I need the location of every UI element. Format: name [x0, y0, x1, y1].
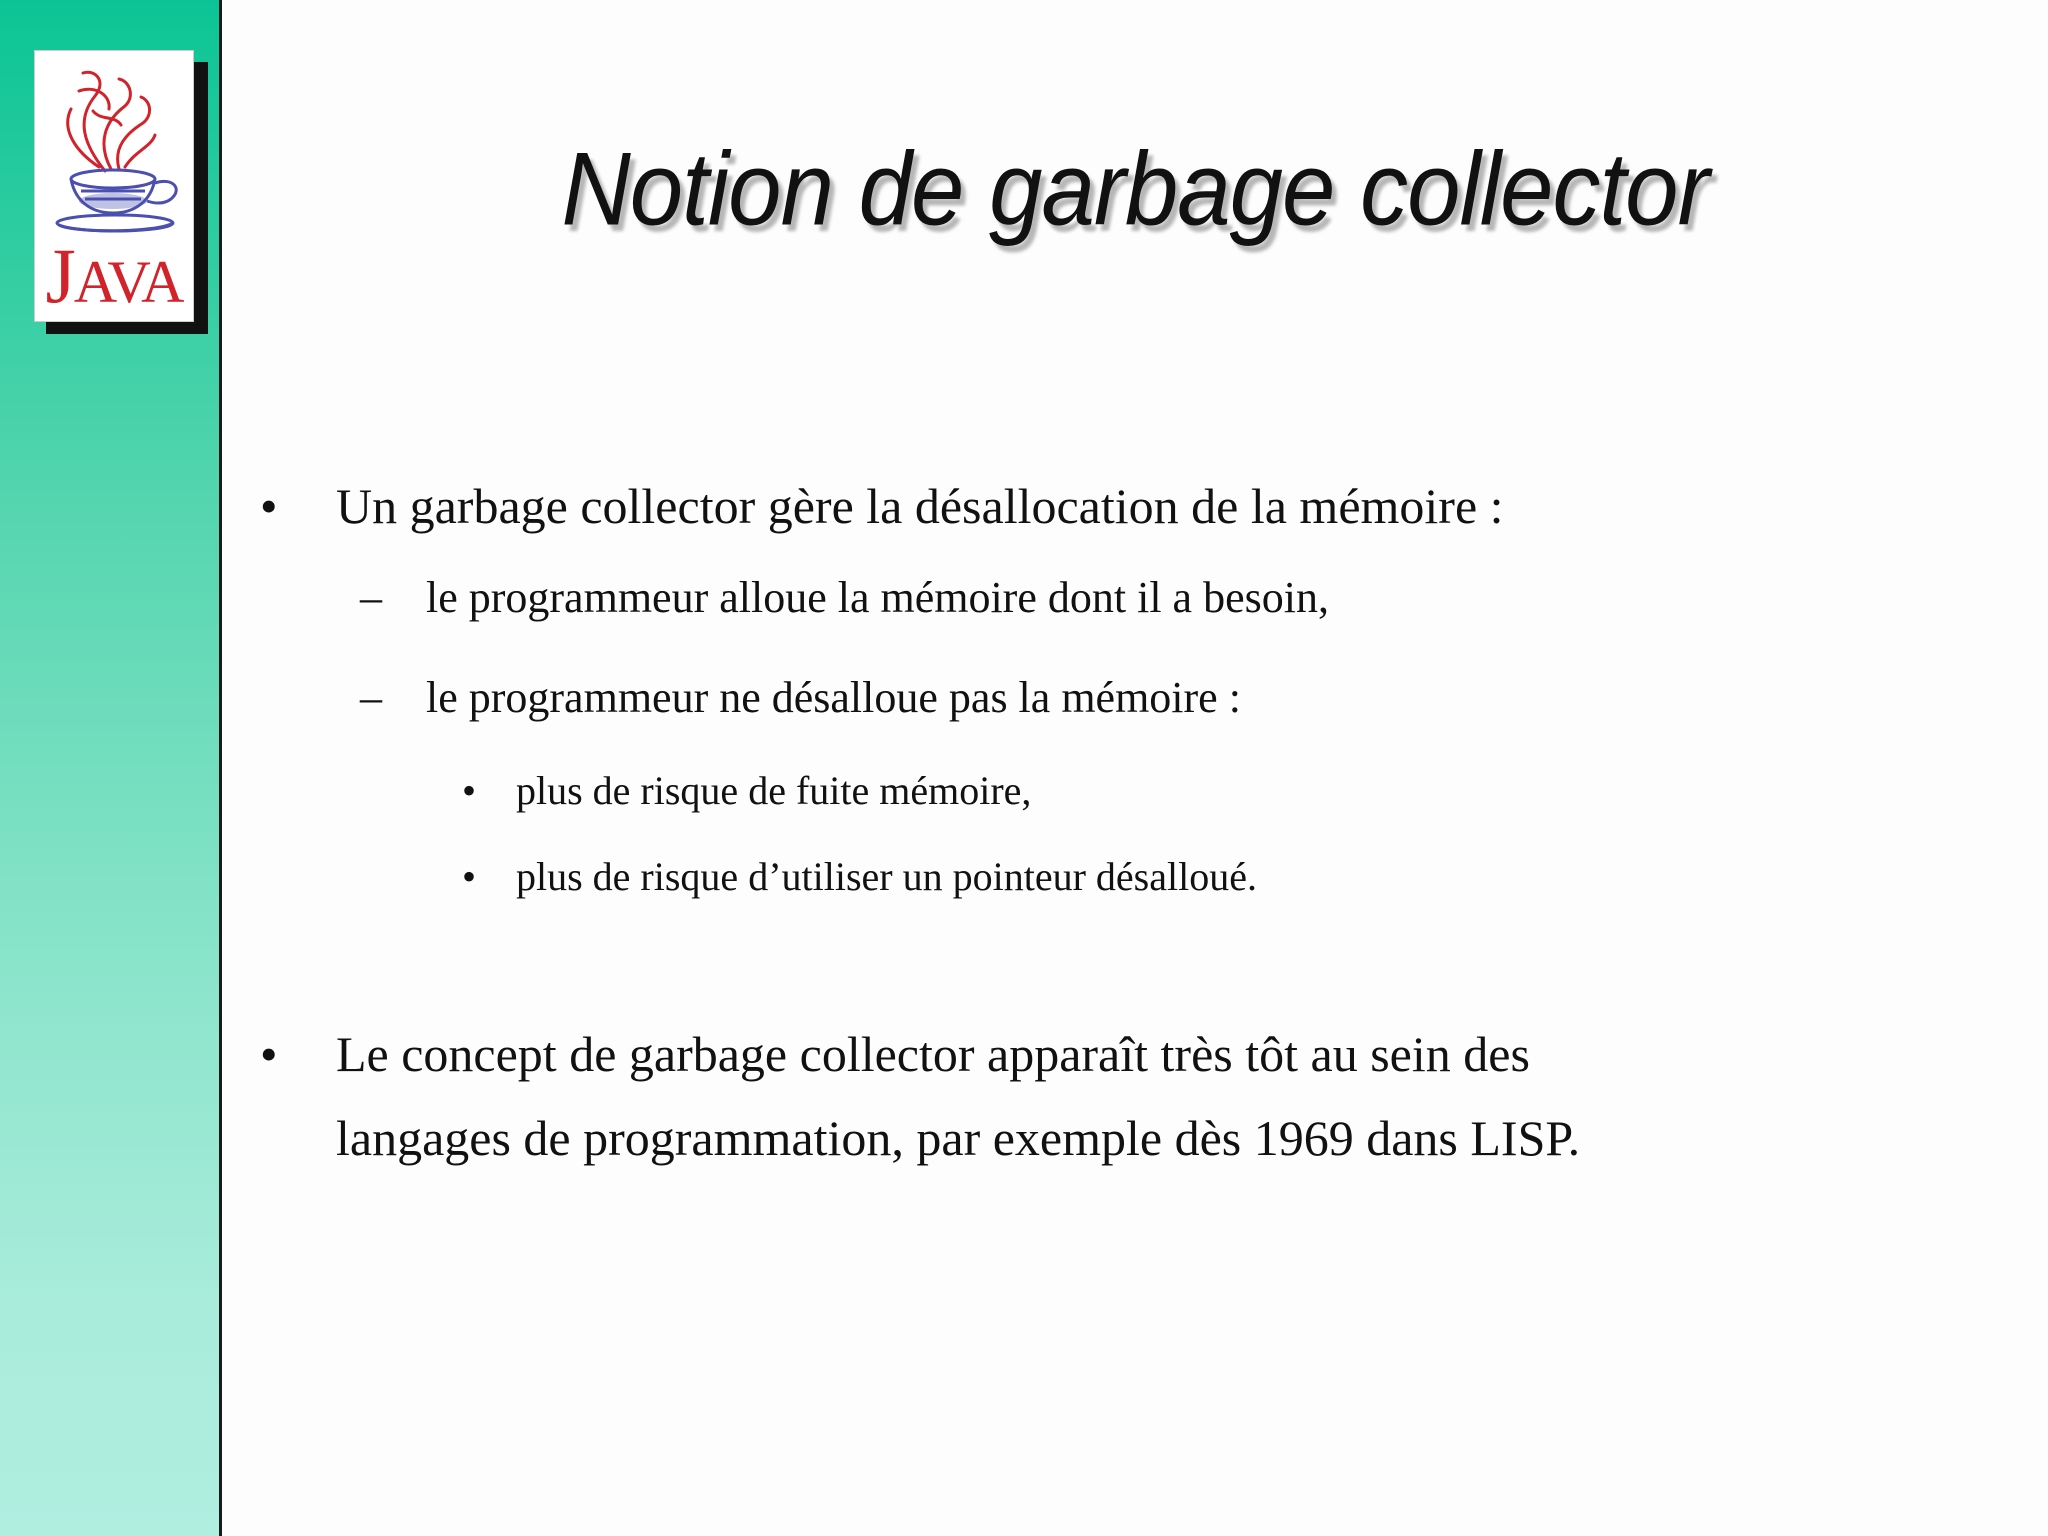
bullet-item-level2: [250, 548, 1850, 648]
java-logo: [34, 50, 194, 322]
bullet-item-level2: [250, 648, 1850, 748]
bullet-text: plus de risque d’utiliser un pointeur désalloué.: [516, 854, 1257, 899]
bullet-text: plus de risque de fuite mémoire,: [516, 768, 1032, 813]
bullet-marker: •: [260, 1026, 278, 1082]
bullet-text: le programmeur ne désalloue pas la mémoire :: [426, 673, 1241, 722]
bullet-marker: •: [462, 768, 477, 813]
java-logo-rest: AVA: [73, 249, 183, 315]
java-logo-initial: J: [45, 232, 74, 319]
bullet-marker: •: [462, 854, 477, 899]
bullet-marker: •: [260, 478, 278, 534]
bullet-item-level3: [250, 748, 1850, 834]
dash-marker: –: [360, 573, 382, 622]
bullet-item-level3: [250, 834, 1850, 920]
bullet-text: le programmeur alloue la mémoire dont il a besoin,: [426, 573, 1329, 622]
bullet-list: [250, 464, 1850, 1180]
bullet-item-level1: [250, 1012, 1850, 1180]
dash-marker: –: [360, 673, 382, 722]
java-coffee-cup-icon: [35, 51, 193, 241]
spacer: [250, 920, 1850, 1012]
bullet-item-level1: [250, 464, 1850, 548]
java-logo-text: [35, 232, 193, 319]
bullet-text: Un garbage collector gère la désallocation de la mémoire :: [336, 478, 1504, 534]
bullet-text-line1: Le concept de garbage collector apparaît très tôt au sein des: [336, 1026, 1530, 1082]
slide-title: Notion de garbage collector: [561, 131, 1709, 248]
bullet-text-line2: langages de programmation, par exemple dès 1969 dans LISP.: [336, 1110, 1581, 1166]
